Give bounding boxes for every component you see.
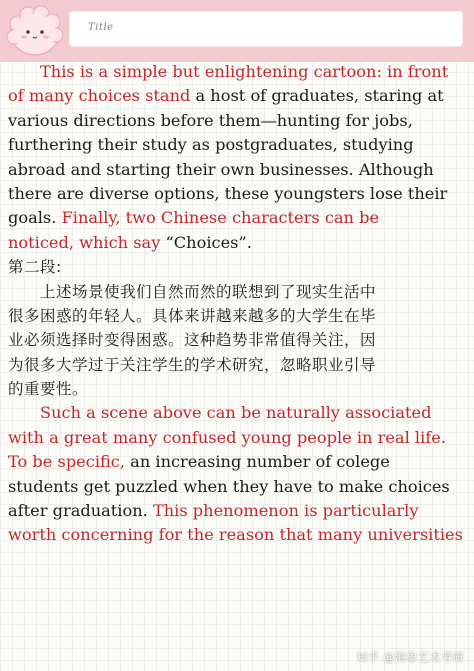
text-line: students get puzzled when they have to make choices	[8, 476, 450, 496]
highlight-text: This phenomenon is particularly	[152, 501, 419, 521]
highlight-text: of many choices stand	[8, 86, 196, 106]
text-line	[8, 499, 470, 523]
highlight-text: noticed, which say	[8, 232, 166, 252]
text-line: various directions before them—hunting for jobs,	[8, 110, 413, 130]
body-text: goals.	[8, 208, 62, 228]
text-line: 为很多大学过于关注学生的学术研究，忽略职业引导	[8, 355, 377, 374]
highlight-text: Finally, two Chinese characters can be	[61, 208, 380, 228]
highlight-text: with a great many confused young people in real life.	[8, 427, 446, 447]
text-line: there are diverse options, these youngsters lose their	[8, 183, 448, 203]
text-line	[8, 60, 470, 84]
text-line	[8, 231, 470, 255]
text-line: furthering their study as postgraduates, studying	[8, 135, 414, 155]
text-line	[8, 450, 470, 474]
text-line: abroad and starting their own businesses. Although	[8, 159, 434, 179]
body-text: an increasing number of colege	[130, 452, 390, 472]
section-heading: 第二段:	[8, 258, 62, 277]
text-line: 的重要性。	[8, 380, 89, 399]
text-line: 业必须选择时变得困惑。这种趋势非常值得关注，因	[8, 331, 377, 350]
title-placeholder: Title	[88, 22, 114, 33]
header-band	[0, 0, 474, 62]
highlight-text: Such a scene above can be naturally associated	[40, 403, 432, 423]
note-content	[8, 60, 470, 548]
text-line	[8, 426, 470, 450]
title-field[interactable]	[70, 12, 462, 46]
watermark: 知乎 @海象艺术考研	[356, 651, 464, 664]
text-line: 很多困惑的年轻人。具体来讲越来越多的大学生在毕	[8, 306, 377, 325]
paragraph-1	[8, 60, 470, 255]
body-text: “Choices”.	[165, 232, 252, 252]
text-line	[8, 206, 470, 230]
body-text: after graduation.	[8, 501, 153, 521]
section-2	[8, 255, 470, 401]
text-line	[8, 523, 470, 547]
text-line	[8, 401, 470, 425]
text-line: 上述场景使我们自然而然的联想到了现实生活中	[40, 282, 377, 301]
highlight-text: This is a simple but enlightening cartoon: in front	[40, 62, 449, 81]
highlight-text: To be specific,	[8, 452, 131, 472]
body-text: a host of graduates, staring at	[195, 86, 444, 106]
pink-fluffy-blob-mascot-icon	[4, 2, 66, 60]
text-line	[8, 84, 470, 108]
highlight-text: worth concerning for the reason that many universities	[8, 525, 463, 545]
paragraph-2	[8, 401, 470, 547]
